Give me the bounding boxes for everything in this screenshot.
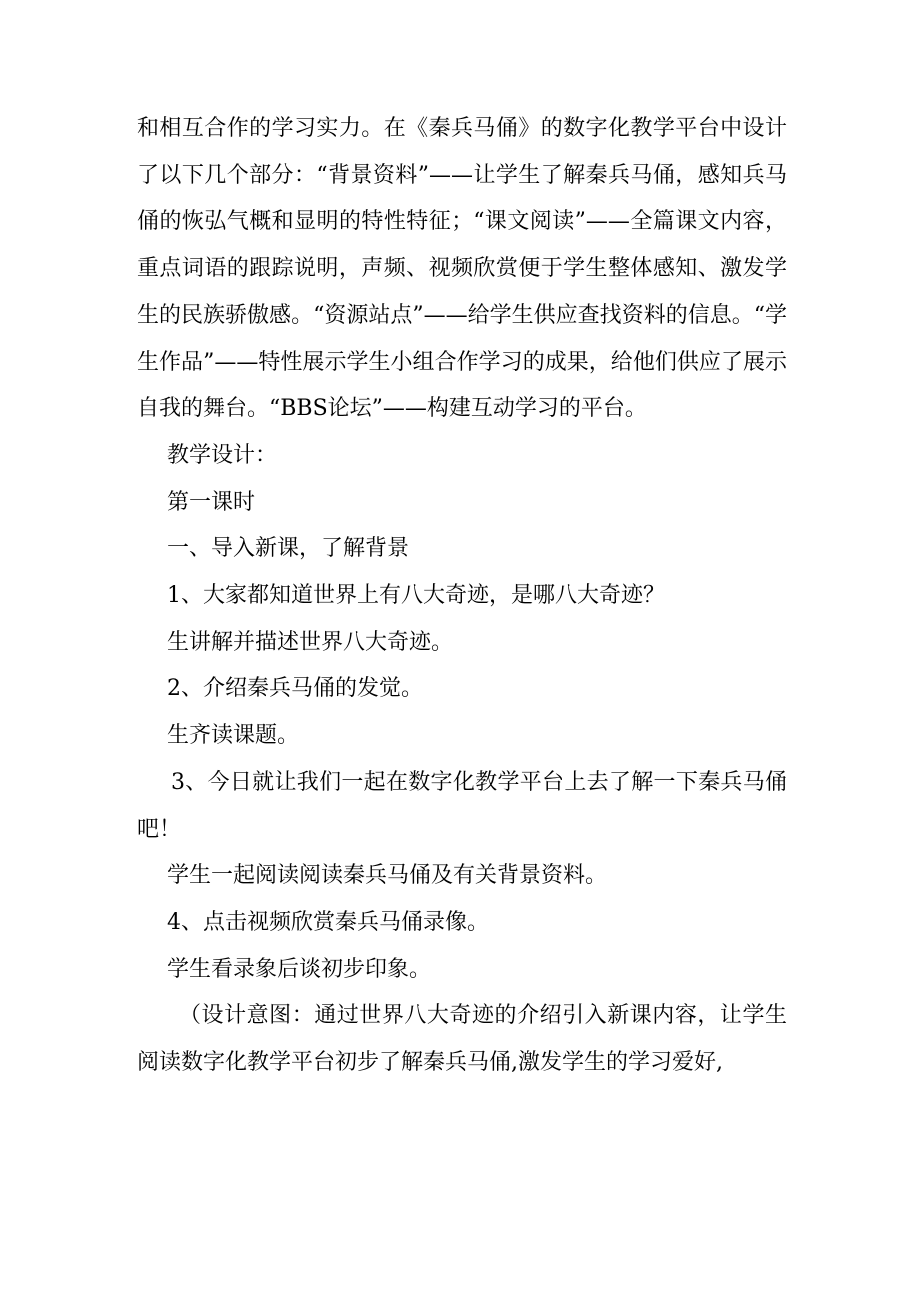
design-intent-paragraph: （设计意图：通过世界八大奇迹的介绍引入新课内容，让学生阅读数字化教学平台初步了解秦兵马俑,激发学生的学习爱好, — [137, 1003, 787, 1076]
step-1-note: 生讲解并描述世界八大奇迹。 — [167, 629, 454, 655]
step-2: 2、介绍秦兵马俑的发觉。 — [167, 676, 423, 702]
step-3: 3、今日就让我们一起在数字化教学平台上去了解一下秦兵马俑吧！ — [137, 769, 787, 842]
heading-teaching-design: 教学设计： — [167, 442, 278, 468]
section-heading-intro: 一、导入新课，了解背景 — [167, 536, 410, 562]
heading-first-lesson: 第一课时 — [167, 489, 256, 515]
step-4: 4、点击视频欣赏秦兵马俑录像。 — [167, 909, 489, 935]
intro-paragraph: 和相互合作的学习实力。在《秦兵马俑》的数字化教学平台中设计了以下几个部分：“背景资料”——让学生了解秦兵马俑，感知兵马俑的恢弘气概和显明的特性特征；“课文阅读”——全篇课文内容，重点词语的跟踪说明，声频、视频欣赏便于学生整体感知、激发学生的民族骄傲感。“资源站点”——给学生供应查找资料的信息。“学生作品”——特性展示学生小组合作学习的成果，给他们供应了展示自我的舞台。“BBS论坛”——构建互动学习的平台。 — [137, 116, 787, 422]
step-3-note: 学生一起阅读阅读秦兵马俑及有关背景资料。 — [167, 863, 608, 889]
step-1: 1、大家都知道世界上有八大奇迹，是哪八大奇迹？ — [167, 583, 665, 609]
step-2-note: 生齐读课题。 — [167, 723, 300, 749]
document-body — [137, 106, 787, 1087]
step-4-note: 学生看录象后谈初步印象。 — [167, 956, 432, 982]
